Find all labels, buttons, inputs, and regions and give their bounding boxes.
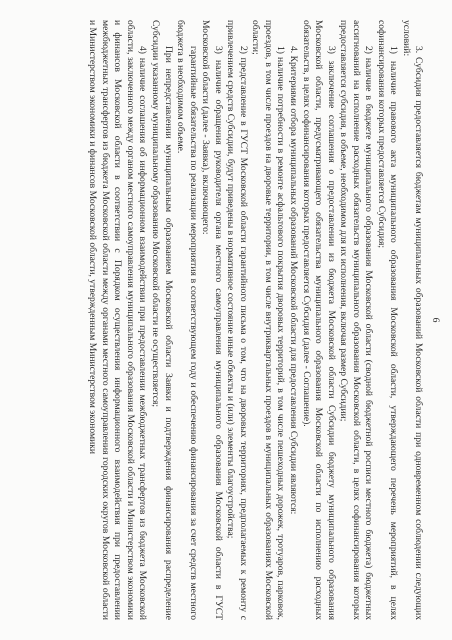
rotated-text-block — [3, 20, 441, 620]
paragraph: 1) наличие потребности в ремонте асфальтового покрытия дворовых территорий, в том числе пешеходных дорожек, тротуаров, парковок, проездов, в том числе проездов на дворовые территории, в том числе внутриквартальных проездов в муниципальных образованиях Московской области; — [250, 20, 287, 620]
paragraph: 3) заключение соглашения о предоставлении из бюджета Московской области Субсидии бюджету муниципального образования Московской области, предусматривающего обязательства муниципального образования Московской области по исполнению расходных обязательств, в целях софинансирования которых предоставляется Субсидия (далее - Соглашение). — [300, 20, 337, 620]
paragraph: гарантийные обязательства по реализации мероприятия в соответствующем году и обеспечению финансирования за счет средств местного бюджета в необходимом объеме. — [175, 20, 199, 620]
paragraph: 1) наличие правового акта муниципального образования Московской области, утверждающего перечень мероприятий, в целях софинансирования которых предоставляется Субсидия; — [375, 20, 400, 620]
paragraph: 2) представление в ГУСТ Московской области гарантийного письма о том, что на дворовых территориях, предполагаемых к ремонту с привлечением средств Субсидии, будут приведены в нормативное состояние иные объекты и (или) элементы благоустройства; — [225, 20, 249, 620]
paragraph: 4. Критериями отбора муниципальных образований Московской области для предоставления Субсидии являются: — [287, 46, 299, 515]
paragraph: При непредставлении муниципальным образованием Московской области Заявки и подтверждения финансирования распределение Субсидии указанному муниципальному образованию Московской области не осуществляется; — [149, 20, 174, 620]
paragraph: 4) наличие соглашения об информационном взаимодействии при предоставлении межбюджетных трансфертов из бюджета Московской области, заключенного между органом местного самоуправления муниципального образования Московской области и Министерством экономики и финансов Московской области в соответствии с Порядком осуществления информационного взаимодействия при предоставлении межбюджетных трансфертов из бюджета Московской области между органами местного самоуправления городских округов Московской области и Министерством экономики и финансов Московской области, утвержденным Министерством экономики — [87, 20, 149, 620]
paragraph: 3. Субсидия предоставляется бюджетам муниципальных образований Московской области при одновременном соблюдении следующих условий: — [400, 20, 425, 620]
paragraph: 3) наличие обращения руководителя органа местного самоуправления муниципального образования Московской области в ГУСТ Московской области (далее - Заявка), включающего: — [200, 20, 224, 620]
page-number: 6 — [430, 317, 441, 323]
paragraph: 2) наличие в бюджете муниципального образования Московской области (сводной бюджетной росписи местного бюджета) бюджетных ассигнований на исполнение расходных обязательств муниципального образования Московской области, в целях софинансирования которых предоставляется субсидия, в объеме, необходимом для их исполнения, включая размер Субсидии; — [338, 20, 375, 620]
